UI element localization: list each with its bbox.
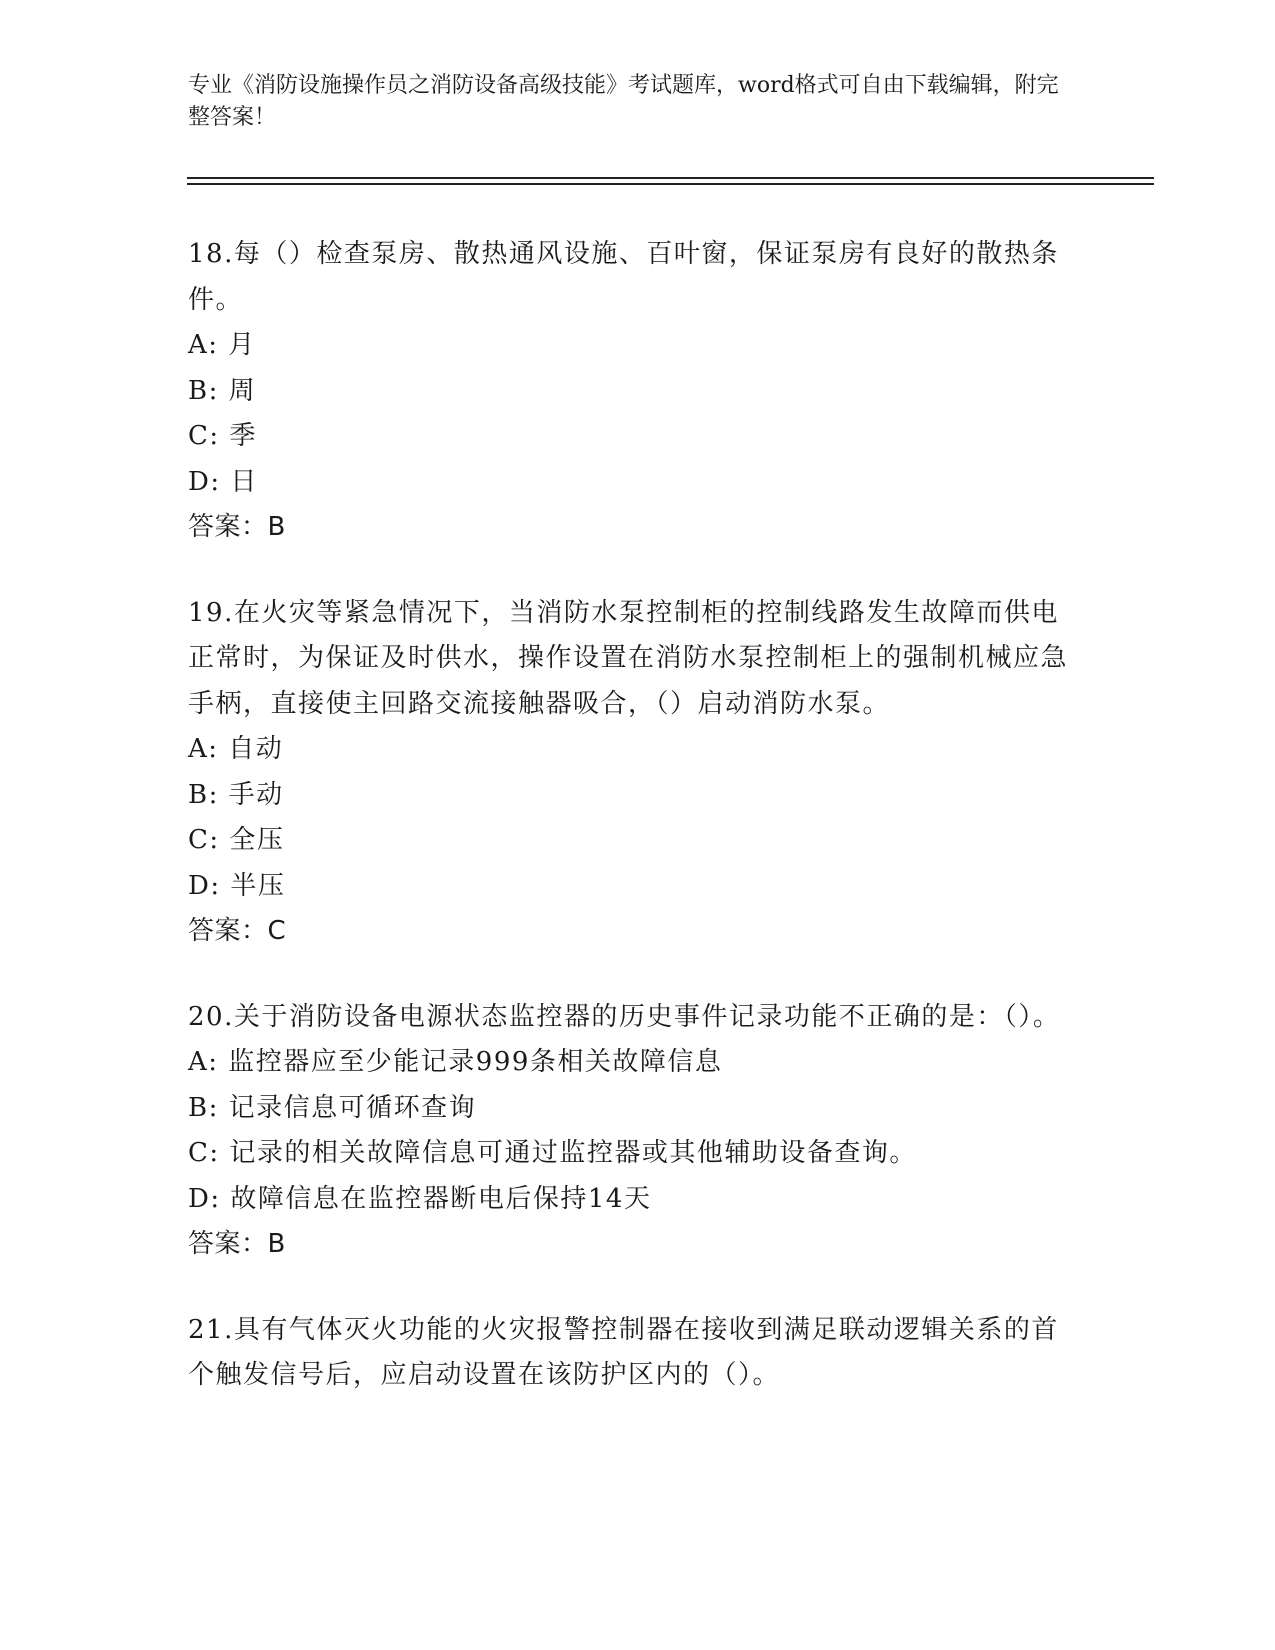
- option-a: A: 自动: [188, 734, 284, 764]
- question-20: [188, 995, 1068, 1268]
- header-divider-top: [187, 177, 1154, 179]
- option-a: A: 监控器应至少能记录999条相关故障信息: [188, 1047, 723, 1077]
- answer: 答案：B: [188, 1229, 286, 1259]
- question-stem: 18.每（）检查泵房、散热通风设施、百叶窗，保证泵房有良好的散热条件。: [188, 239, 1059, 315]
- header-divider-bottom: [187, 183, 1154, 185]
- option-b: B: 记录信息可循环查询: [188, 1092, 477, 1123]
- question-list: [188, 232, 1068, 1439]
- question-stem: 21.具有气体灭火功能的火灾报警控制器在接收到满足联动逻辑关系的首个触发信号后，应启动设置在该防护区内的（）。: [188, 1314, 1059, 1390]
- question-19: [188, 591, 1068, 955]
- answer: 答案：C: [188, 916, 287, 946]
- question-21: [188, 1308, 1068, 1399]
- question-stem: 19.在火灾等紧急情况下，当消防水泵控制柜的控制线路发生故障而供电正常时，为保证及时供水，操作设置在消防水泵控制柜上的强制机械应急手柄，直接使主回路交流接触器吸合，（）启动消防水泵。: [188, 597, 1069, 719]
- document-header: 专业《消防设施操作员之消防设备高级技能》考试题库，word格式可自由下载编辑，附完整答案！: [188, 73, 1059, 130]
- answer: 答案：B: [188, 512, 286, 542]
- option-c: C: 季: [188, 421, 257, 451]
- option-c: C: 记录的相关故障信息可通过监控器或其他辅助设备查询。: [188, 1138, 917, 1168]
- option-d: D: 日: [188, 466, 258, 497]
- option-c: C: 全压: [188, 825, 285, 855]
- option-b: B: 周: [188, 375, 257, 406]
- option-d: D: 半压: [188, 870, 286, 901]
- option-a: A: 月: [188, 330, 256, 360]
- option-d: D: 故障信息在监控器断电后保持14天: [188, 1183, 652, 1214]
- option-b: B: 手动: [188, 779, 284, 810]
- question-stem: 20.关于消防设备电源状态监控器的历史事件记录功能不正确的是：（）。: [188, 1001, 1061, 1032]
- question-18: [188, 232, 1068, 551]
